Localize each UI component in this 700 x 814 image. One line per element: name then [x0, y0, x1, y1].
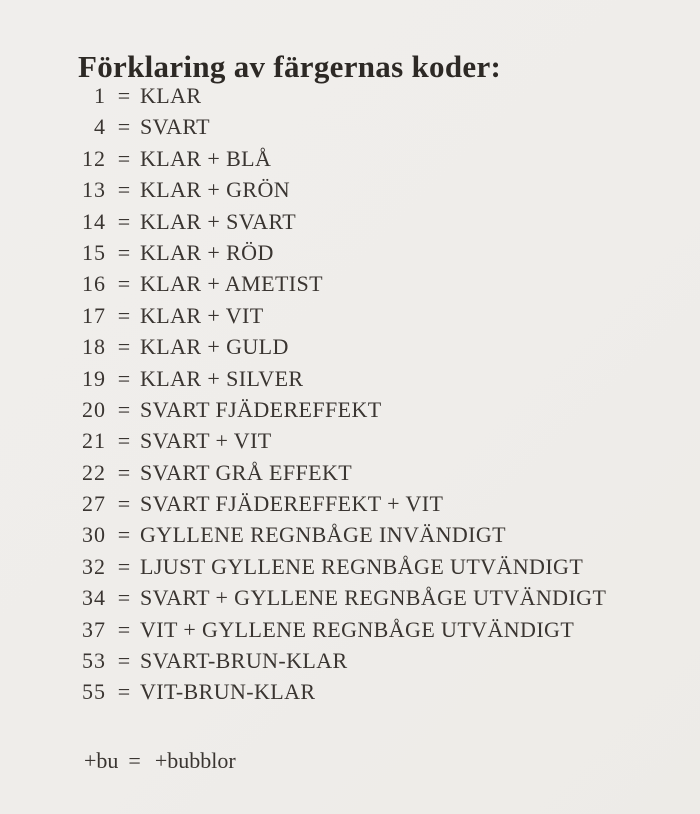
color-code-number: 4	[94, 114, 106, 140]
color-code-row	[60, 111, 680, 142]
color-code-number: 17	[82, 302, 106, 328]
equals-sign: =	[117, 428, 131, 454]
equals-sign: =	[117, 459, 131, 485]
color-code-name: VIT-BRUN-KLAR	[140, 679, 316, 705]
color-code-number: 16	[82, 271, 106, 297]
color-code-number: 20	[82, 396, 106, 422]
color-code-row	[60, 645, 680, 676]
color-code-row	[60, 80, 680, 111]
color-code-row	[60, 237, 680, 268]
color-code-row	[60, 425, 680, 456]
color-code-name: SVART-BRUN-KLAR	[140, 648, 348, 674]
equals-sign: =	[117, 271, 131, 297]
color-code-number: 37	[82, 616, 106, 642]
color-code-number: 14	[82, 208, 106, 234]
footnote-abbreviation: +bu	[84, 748, 119, 773]
equals-sign: =	[117, 334, 131, 360]
color-code-name: SVART + GYLLENE REGNBÅGE UTVÄNDIGT	[140, 585, 607, 611]
color-code-row	[60, 614, 680, 645]
footnote	[84, 746, 236, 776]
equals-sign: =	[117, 648, 131, 674]
color-code-number: 53	[82, 648, 106, 674]
equals-sign: =	[117, 522, 131, 548]
color-code-number: 15	[82, 239, 106, 265]
equals-sign: =	[117, 145, 131, 171]
color-code-number: 22	[82, 459, 106, 485]
color-code-name: KLAR	[140, 83, 202, 108]
color-code-number: 21	[82, 428, 106, 454]
color-code-name: SVART GRÅ EFFEKT	[140, 459, 353, 485]
equals-sign: =	[117, 208, 131, 234]
color-code-number: 34	[82, 585, 106, 611]
equals-sign: =	[128, 748, 141, 773]
color-code-name: SVART FJÄDEREFFEKT	[140, 396, 382, 422]
color-code-row	[60, 331, 680, 362]
color-code-name: KLAR + SVART	[140, 208, 297, 234]
equals-sign: =	[117, 177, 131, 203]
color-code-name: GYLLENE REGNBÅGE INVÄNDIGT	[140, 522, 507, 548]
color-code-name: VIT + GYLLENE REGNBÅGE UTVÄNDIGT	[140, 616, 575, 642]
color-code-number: 18	[82, 334, 106, 360]
color-code-row	[60, 300, 680, 331]
color-code-row	[60, 394, 680, 425]
color-code-row	[60, 582, 680, 613]
equals-sign: =	[117, 585, 131, 611]
equals-sign: =	[117, 114, 131, 140]
color-code-name: SVART	[140, 114, 210, 140]
color-code-number: 32	[82, 553, 106, 579]
equals-sign: =	[117, 83, 131, 108]
color-code-number: 1	[94, 83, 106, 108]
color-code-row	[60, 519, 680, 550]
color-code-name: SVART FJÄDEREFFEKT + VIT	[140, 491, 444, 517]
equals-sign: =	[117, 616, 131, 642]
color-code-number: 19	[82, 365, 106, 391]
color-code-number: 55	[82, 679, 106, 705]
color-code-name: KLAR + GULD	[140, 334, 289, 360]
color-code-number: 30	[82, 522, 106, 548]
equals-sign: =	[117, 679, 131, 705]
equals-sign: =	[117, 365, 131, 391]
color-code-number: 13	[82, 177, 106, 203]
color-code-number: 27	[82, 491, 106, 517]
color-code-name: SVART + VIT	[140, 428, 272, 454]
color-code-row	[60, 676, 680, 707]
color-code-name: KLAR + AMETIST	[140, 271, 324, 297]
footnote-meaning: +bubblor	[154, 748, 236, 773]
equals-sign: =	[117, 553, 131, 579]
color-code-row	[60, 268, 680, 299]
color-code-row	[60, 488, 680, 519]
color-code-list	[60, 80, 680, 708]
equals-sign: =	[117, 302, 131, 328]
color-code-row	[60, 363, 680, 394]
color-code-name: KLAR + RÖD	[140, 239, 274, 265]
color-code-number: 12	[82, 145, 106, 171]
color-code-name: KLAR + GRÖN	[140, 177, 291, 203]
color-code-row	[60, 457, 680, 488]
color-code-name: LJUST GYLLENE REGNBÅGE UTVÄNDIGT	[140, 553, 584, 579]
color-code-row	[60, 551, 680, 582]
color-code-row	[60, 174, 680, 205]
color-code-name: KLAR + VIT	[140, 302, 264, 328]
equals-sign: =	[117, 396, 131, 422]
equals-sign: =	[117, 239, 131, 265]
color-code-name: KLAR + BLÅ	[140, 145, 272, 171]
color-code-name: KLAR + SILVER	[140, 365, 304, 391]
color-code-row	[60, 143, 680, 174]
page-title: Förklaring av färgernas koder:	[78, 48, 502, 84]
equals-sign: =	[117, 491, 131, 517]
color-code-row	[60, 206, 680, 237]
